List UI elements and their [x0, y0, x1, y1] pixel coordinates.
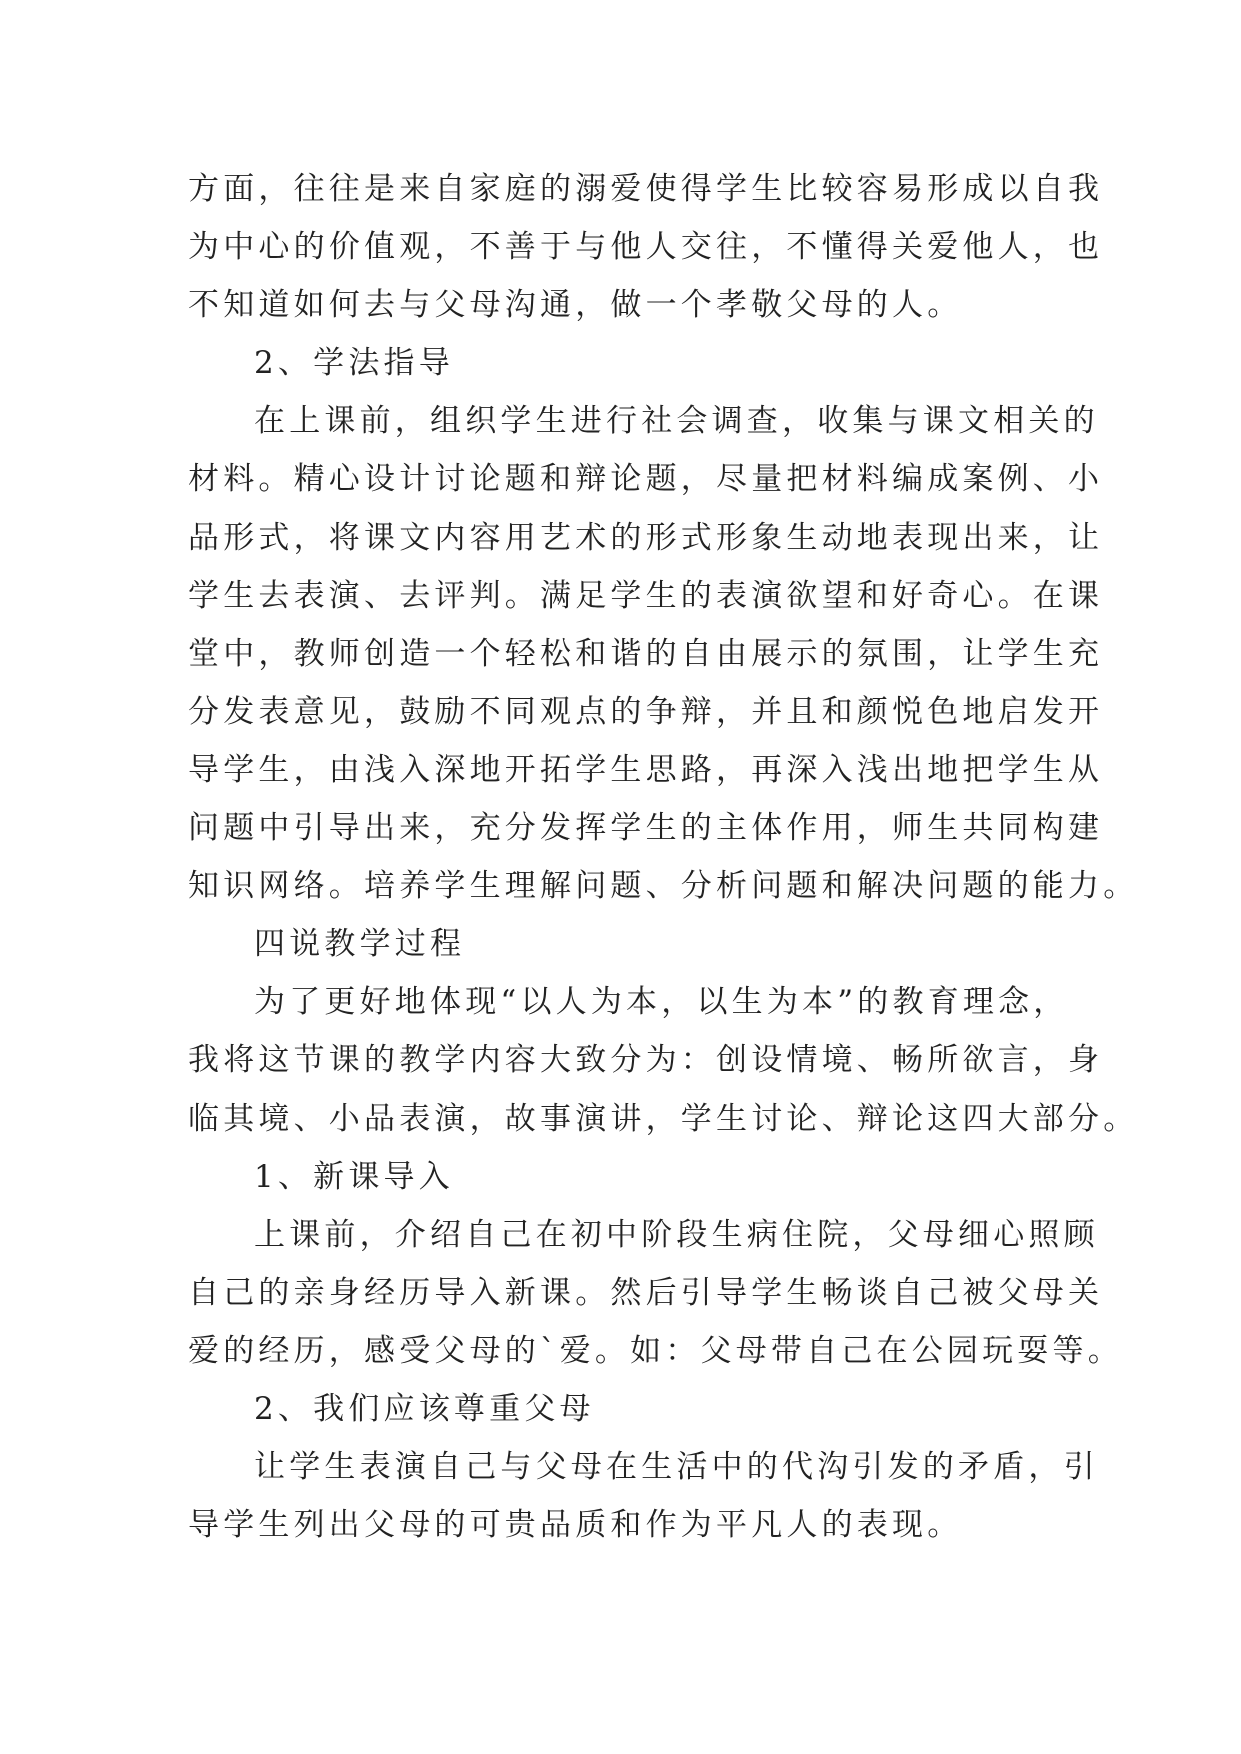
text-line: 四说教学过程	[254, 926, 466, 963]
text-line: 在上课前，组织学生进行社会调查，收集与课文相关的	[254, 403, 1099, 440]
text-line: 2、学法指导	[254, 345, 454, 382]
text-line: 导学生列出父母的可贵品质和作为平凡人的表现。	[188, 1507, 963, 1544]
text-line: 爱的经历，感受父母的`爱。如：父母带自己在公园玩耍等。	[188, 1332, 1123, 1369]
text-line: 问题中引导出来，充分发挥学生的主体作用，师生共同构建	[188, 810, 1104, 847]
text-line: 上课前，介绍自己在初中阶段生病住院，父母细心照顾	[254, 1216, 1099, 1253]
text-line: 2、我们应该尊重父母	[254, 1390, 595, 1427]
text-line: 学生去表演、去评判。满足学生的表演欲望和好奇心。在课	[188, 577, 1104, 614]
text-line: 临其境、小品表演，故事演讲，学生讨论、辩论这四大部分。	[188, 1100, 1139, 1137]
text-line: 导学生，由浅入深地开拓学生思路，再深入浅出地把学生从	[188, 751, 1104, 788]
text-line: 为中心的价值观，不善于与他人交往，不懂得关爱他人，也	[188, 229, 1104, 266]
document-body	[188, 160, 1139, 1554]
text-line: 让学生表演自己与父母在生活中的代沟引发的矛盾，引	[254, 1449, 1099, 1486]
text-line: 1、新课导入	[254, 1158, 454, 1195]
text-line: 我将这节课的教学内容大致分为：创设情境、畅所欲言，身	[188, 1042, 1104, 1079]
text-line: 堂中，教师创造一个轻松和谐的自由展示的氛围，让学生充	[188, 635, 1104, 672]
text-line: 方面，往往是来自家庭的溺爱使得学生比较容易形成以自我	[188, 171, 1104, 207]
text-line: 品形式，将课文内容用艺术的形式形象生动地表现出来，让	[188, 519, 1104, 556]
text-line: 不知道如何去与父母沟通，做一个孝敬父母的人。	[188, 287, 963, 324]
text-line: 自己的亲身经历导入新课。然后引导学生畅谈自己被父母关	[188, 1274, 1104, 1311]
text-line: 分发表意见，鼓励不同观点的争辩，并且和颜悦色地启发开	[188, 693, 1104, 730]
text-line: 材料。精心设计讨论题和辩论题，尽量把材料编成案例、小	[188, 461, 1104, 498]
text-line: 知识网络。培养学生理解问题、分析问题和解决问题的能力。	[188, 868, 1139, 905]
text-line: 为了更好地体现“以人为本，以生为本”的教育理念，	[254, 984, 1069, 1021]
